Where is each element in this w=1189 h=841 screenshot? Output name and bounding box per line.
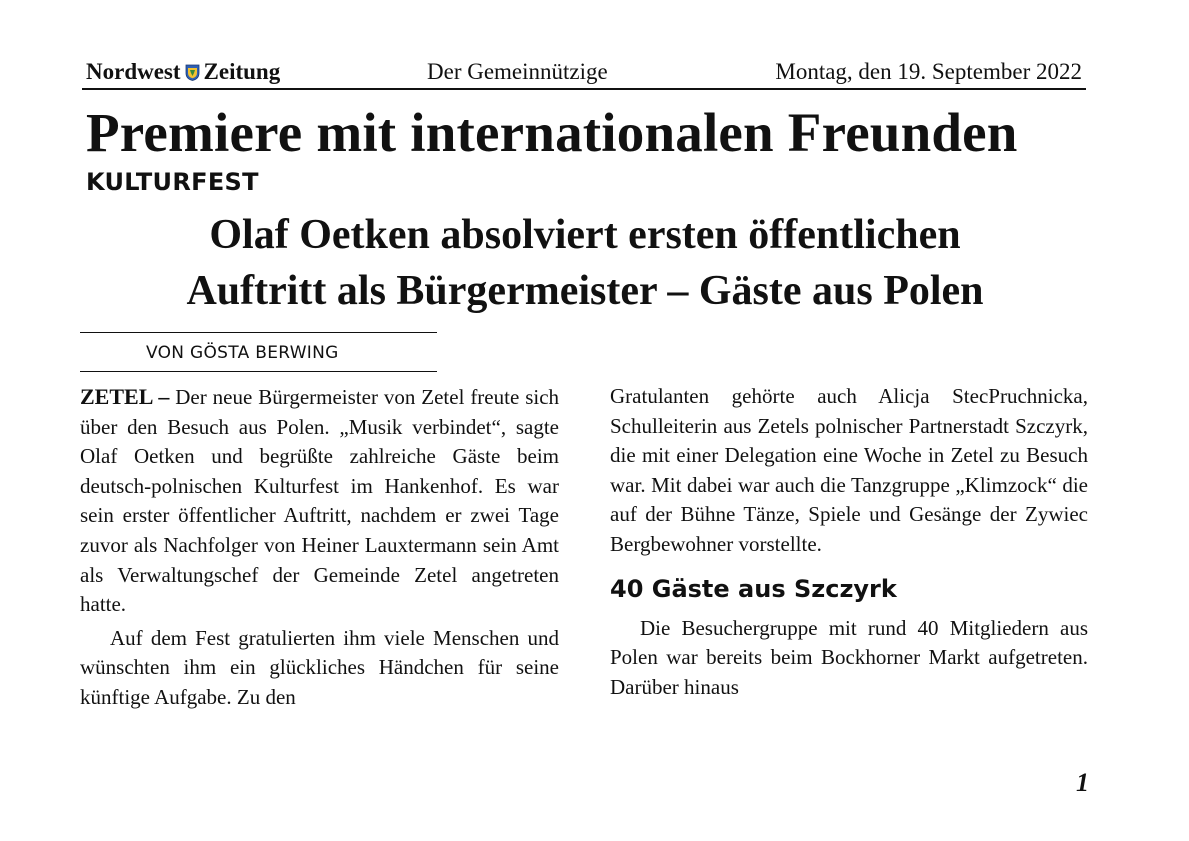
subheadline-line-2: Auftritt als Bürgermeister – Gäste aus Polen [186, 268, 984, 314]
article-paragraph-4: Die Besuchergruppe mit rund 40 Mitgliedern aus Polen war bereits beim Bockhorner Markt aufgetreten. Darüber hinaus [610, 615, 1088, 699]
paragraph-1-text: Der neue Bürgermeister von Zetel freute sich über den Besuch aus Polen. „Musik verbindet“, sagte Olaf Oetken und begrüßte zahlreiche Gäste beim deutsch-polnischen Kulturfest im Hankenhof. Es war sein erster öffentlicher Auftritt, nachdem er zwei Tage zuvor als Nachfolger von Heiner Lauxtermann sein Amt als Verwaltungschef der Gemeinde Zetel angetreten hatte. [80, 385, 560, 617]
article-column-left [80, 382, 559, 713]
dateline: ZETEL – [80, 384, 170, 409]
headline: Premiere mit internationalen Freunden [86, 102, 1018, 163]
brand-left: Nordwest [86, 59, 181, 84]
subheadline-line-1: Olaf Oetken absolviert ersten öffentlichen [209, 212, 961, 258]
brand-right: Zeitung [203, 59, 281, 84]
kicker: KULTURFEST [86, 168, 259, 196]
section-heading: 40 Gäste aus Szczyrk [610, 574, 897, 603]
issue-date: Montag, den 19. September 2022 [775, 59, 1082, 84]
newspaper-brand [86, 59, 280, 85]
article-paragraph-3: Gratulanten gehörte auch Alicja StecPruchnicka, Schulleiterin aus Zetels polnischer Partnerstadt Szczyrk, die mit einer Delegation eine Woche in Zetel zu Besuch war. Mit dabei war auch die Tanzgruppe „Klimzock“ die auf der Bühne Tänze, Spiele und Gesänge der Zywiec Bergbewohner vorstellte. [610, 384, 1088, 556]
byline-box [80, 332, 437, 372]
masthead [82, 58, 1086, 90]
page-number: 1 [1076, 768, 1089, 797]
supplement-title: Der Gemeinnützige [427, 59, 608, 84]
article-column-right [610, 382, 1088, 702]
article-paragraph-2: Auf dem Fest gratulierten ihm viele Menschen und wünschten ihm ein glückliches Händchen für seine künftige Aufgabe. Zu den [80, 625, 559, 709]
byline: VON GÖSTA BERWING [146, 343, 339, 363]
subheadline [80, 207, 1090, 319]
article-paragraph-1 [80, 382, 559, 620]
coat-of-arms-icon [185, 64, 200, 81]
